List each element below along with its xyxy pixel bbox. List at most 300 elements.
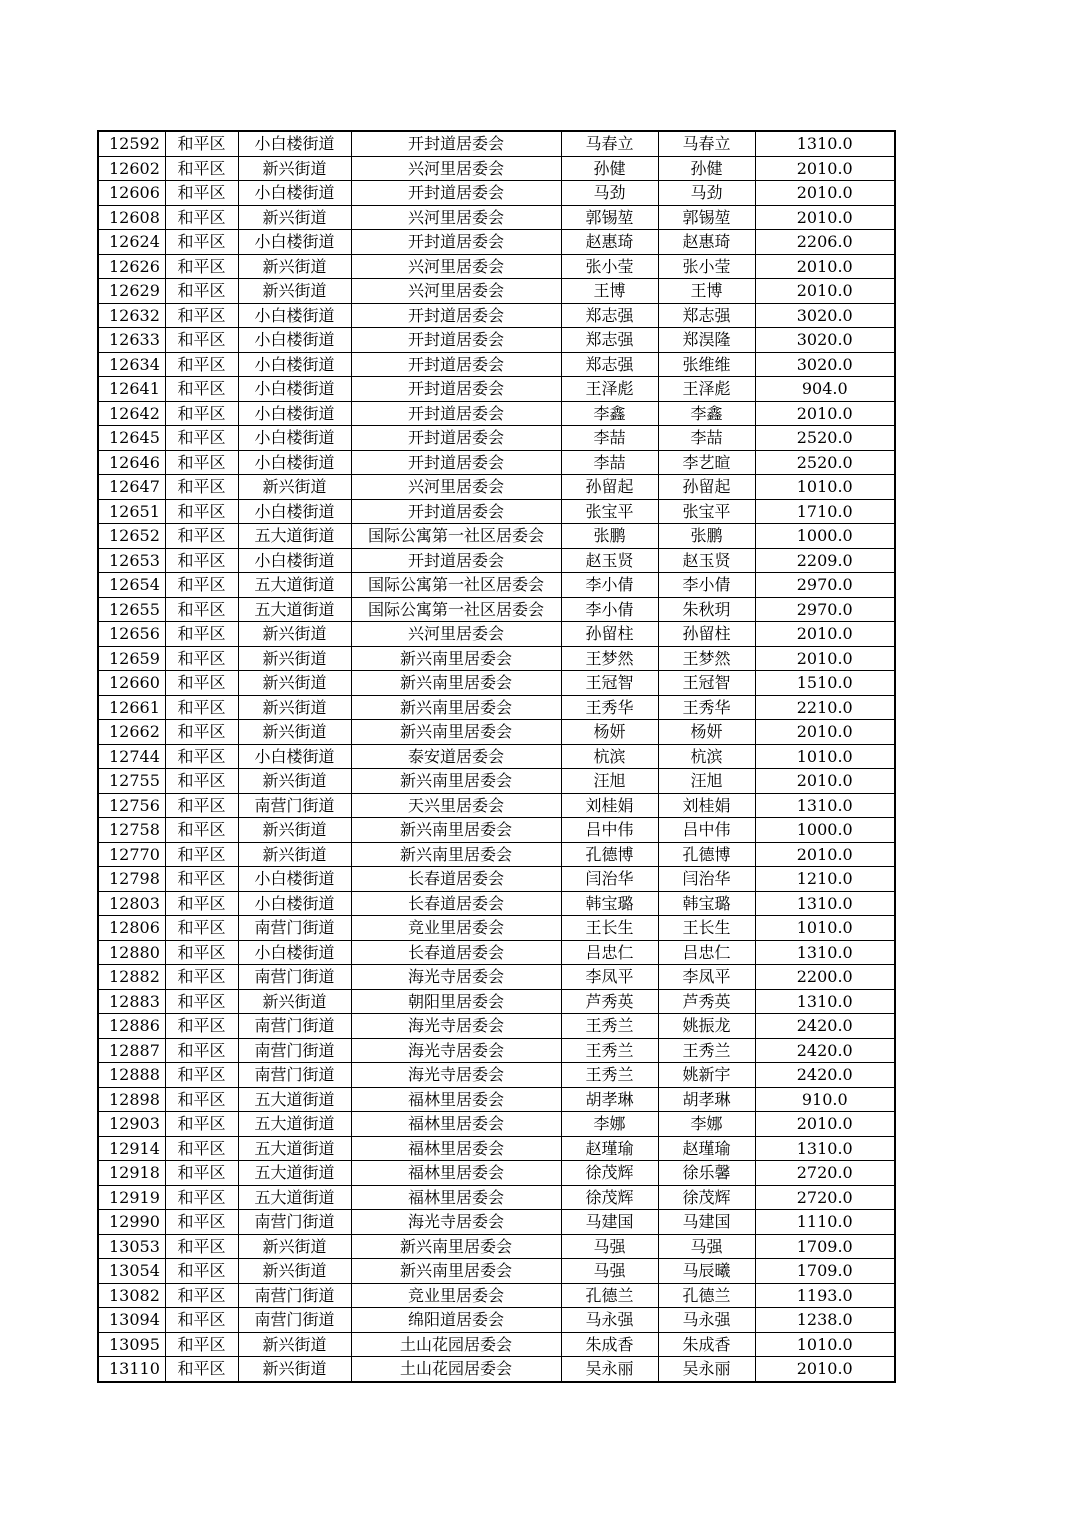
table-row	[98, 940, 895, 965]
district-cell: 和平区	[165, 426, 238, 451]
committee-cell: 兴河里居委会	[351, 279, 561, 304]
table-row	[98, 1234, 895, 1259]
district-cell: 和平区	[165, 279, 238, 304]
applicant-cell: 王秀兰	[561, 1014, 658, 1039]
applicant-cell: 王秀兰	[561, 1038, 658, 1063]
applicant-cell: 王梦然	[561, 646, 658, 671]
member-cell: 孙留柱	[658, 622, 755, 647]
table-row	[98, 769, 895, 794]
applicant-cell: 王泽彪	[561, 377, 658, 402]
district-cell: 和平区	[165, 156, 238, 181]
street-cell: 小白楼街道	[238, 131, 351, 156]
member-cell: 马永强	[658, 1308, 755, 1333]
applicant-cell: 张宝平	[561, 499, 658, 524]
street-cell: 小白楼街道	[238, 891, 351, 916]
record-id-cell: 12770	[98, 842, 165, 867]
district-cell: 和平区	[165, 303, 238, 328]
applicant-cell: 王博	[561, 279, 658, 304]
record-id-cell: 12602	[98, 156, 165, 181]
member-cell: 刘桂娟	[658, 793, 755, 818]
table-row	[98, 131, 895, 156]
street-cell: 新兴街道	[238, 279, 351, 304]
record-id-cell: 12798	[98, 867, 165, 892]
district-cell: 和平区	[165, 842, 238, 867]
amount-cell: 2420.0	[755, 1038, 895, 1063]
member-cell: 姚新宇	[658, 1063, 755, 1088]
record-id-cell: 12806	[98, 916, 165, 941]
applicant-cell: 孙留柱	[561, 622, 658, 647]
district-cell: 和平区	[165, 989, 238, 1014]
street-cell: 新兴街道	[238, 475, 351, 500]
amount-cell: 2010.0	[755, 181, 895, 206]
member-cell: 李娜	[658, 1112, 755, 1137]
member-cell: 王长生	[658, 916, 755, 941]
amount-cell: 2209.0	[755, 548, 895, 573]
record-id-cell: 12606	[98, 181, 165, 206]
record-id-cell: 12624	[98, 230, 165, 255]
member-cell: 张宝平	[658, 499, 755, 524]
district-cell: 和平区	[165, 352, 238, 377]
table-row	[98, 793, 895, 818]
committee-cell: 海光寺居委会	[351, 1210, 561, 1235]
member-cell: 王秀兰	[658, 1038, 755, 1063]
member-cell: 郭锡堃	[658, 205, 755, 230]
committee-cell: 兴河里居委会	[351, 156, 561, 181]
committee-cell: 长春道居委会	[351, 891, 561, 916]
amount-cell: 1310.0	[755, 940, 895, 965]
applicant-cell: 马劲	[561, 181, 658, 206]
district-cell: 和平区	[165, 1259, 238, 1284]
record-id-cell: 12656	[98, 622, 165, 647]
record-id-cell: 12642	[98, 401, 165, 426]
committee-cell: 新兴南里居委会	[351, 695, 561, 720]
amount-cell: 1193.0	[755, 1283, 895, 1308]
record-id-cell: 12758	[98, 818, 165, 843]
record-id-cell: 12887	[98, 1038, 165, 1063]
street-cell: 新兴街道	[238, 671, 351, 696]
district-cell: 和平区	[165, 1308, 238, 1333]
applicant-cell: 马建国	[561, 1210, 658, 1235]
street-cell: 小白楼街道	[238, 940, 351, 965]
member-cell: 孙留起	[658, 475, 755, 500]
district-cell: 和平区	[165, 1332, 238, 1357]
committee-cell: 开封道居委会	[351, 450, 561, 475]
member-cell: 张鹏	[658, 524, 755, 549]
table-row	[98, 842, 895, 867]
record-id-cell: 12626	[98, 254, 165, 279]
committee-cell: 开封道居委会	[351, 401, 561, 426]
applicant-cell: 王冠智	[561, 671, 658, 696]
member-cell: 王秀华	[658, 695, 755, 720]
street-cell: 新兴街道	[238, 695, 351, 720]
applicant-cell: 刘桂娟	[561, 793, 658, 818]
street-cell: 南营门街道	[238, 965, 351, 990]
table-row	[98, 426, 895, 451]
district-cell: 和平区	[165, 695, 238, 720]
district-cell: 和平区	[165, 548, 238, 573]
amount-cell: 904.0	[755, 377, 895, 402]
amount-cell: 2010.0	[755, 401, 895, 426]
member-cell: 王博	[658, 279, 755, 304]
committee-cell: 新兴南里居委会	[351, 1259, 561, 1284]
committee-cell: 福林里居委会	[351, 1112, 561, 1137]
street-cell: 新兴街道	[238, 646, 351, 671]
applicant-cell: 吕忠仁	[561, 940, 658, 965]
district-cell: 和平区	[165, 573, 238, 598]
member-cell: 孙健	[658, 156, 755, 181]
amount-cell: 2010.0	[755, 769, 895, 794]
member-cell: 郑淏隆	[658, 328, 755, 353]
member-cell: 马辰曦	[658, 1259, 755, 1284]
applicant-cell: 朱成香	[561, 1332, 658, 1357]
district-cell: 和平区	[165, 401, 238, 426]
applicant-cell: 孔德博	[561, 842, 658, 867]
record-table	[97, 130, 896, 1383]
amount-cell: 2420.0	[755, 1014, 895, 1039]
street-cell: 新兴街道	[238, 156, 351, 181]
district-cell: 和平区	[165, 1087, 238, 1112]
table-row	[98, 965, 895, 990]
table-row	[98, 279, 895, 304]
record-id-cell: 13094	[98, 1308, 165, 1333]
applicant-cell: 韩宝璐	[561, 891, 658, 916]
amount-cell: 1710.0	[755, 499, 895, 524]
district-cell: 和平区	[165, 499, 238, 524]
member-cell: 吴永丽	[658, 1357, 755, 1382]
table-row	[98, 916, 895, 941]
committee-cell: 福林里居委会	[351, 1161, 561, 1186]
street-cell: 新兴街道	[238, 1234, 351, 1259]
applicant-cell: 马强	[561, 1259, 658, 1284]
record-id-cell: 13054	[98, 1259, 165, 1284]
street-cell: 五大道街道	[238, 573, 351, 598]
street-cell: 小白楼街道	[238, 230, 351, 255]
table-row	[98, 352, 895, 377]
member-cell: 张小莹	[658, 254, 755, 279]
amount-cell: 1000.0	[755, 524, 895, 549]
amount-cell: 2010.0	[755, 720, 895, 745]
record-id-cell: 12918	[98, 1161, 165, 1186]
amount-cell: 1010.0	[755, 475, 895, 500]
street-cell: 五大道街道	[238, 1161, 351, 1186]
member-cell: 朱秋玥	[658, 597, 755, 622]
street-cell: 新兴街道	[238, 205, 351, 230]
record-id-cell: 12756	[98, 793, 165, 818]
applicant-cell: 赵瑾瑜	[561, 1136, 658, 1161]
district-cell: 和平区	[165, 646, 238, 671]
district-cell: 和平区	[165, 720, 238, 745]
amount-cell: 1010.0	[755, 744, 895, 769]
amount-cell: 2010.0	[755, 254, 895, 279]
district-cell: 和平区	[165, 131, 238, 156]
amount-cell: 2010.0	[755, 646, 895, 671]
applicant-cell: 李喆	[561, 426, 658, 451]
street-cell: 新兴街道	[238, 1357, 351, 1382]
street-cell: 小白楼街道	[238, 450, 351, 475]
committee-cell: 国际公寓第一社区居委会	[351, 573, 561, 598]
applicant-cell: 闫治华	[561, 867, 658, 892]
district-cell: 和平区	[165, 181, 238, 206]
table-row	[98, 867, 895, 892]
committee-cell: 新兴南里居委会	[351, 769, 561, 794]
record-id-cell: 12880	[98, 940, 165, 965]
record-table-body	[98, 131, 895, 1382]
district-cell: 和平区	[165, 940, 238, 965]
amount-cell: 2970.0	[755, 597, 895, 622]
committee-cell: 海光寺居委会	[351, 1038, 561, 1063]
table-row	[98, 475, 895, 500]
applicant-cell: 郑志强	[561, 352, 658, 377]
member-cell: 朱成香	[658, 1332, 755, 1357]
street-cell: 五大道街道	[238, 1112, 351, 1137]
district-cell: 和平区	[165, 1283, 238, 1308]
member-cell: 芦秀英	[658, 989, 755, 1014]
applicant-cell: 李娜	[561, 1112, 658, 1137]
committee-cell: 开封道居委会	[351, 548, 561, 573]
applicant-cell: 马春立	[561, 131, 658, 156]
member-cell: 马建国	[658, 1210, 755, 1235]
street-cell: 五大道街道	[238, 1185, 351, 1210]
table-row	[98, 524, 895, 549]
street-cell: 南营门街道	[238, 1014, 351, 1039]
applicant-cell: 王秀华	[561, 695, 658, 720]
amount-cell: 1010.0	[755, 916, 895, 941]
amount-cell: 1210.0	[755, 867, 895, 892]
applicant-cell: 赵玉贤	[561, 548, 658, 573]
district-cell: 和平区	[165, 744, 238, 769]
applicant-cell: 张小莹	[561, 254, 658, 279]
record-id-cell: 12652	[98, 524, 165, 549]
committee-cell: 福林里居委会	[351, 1185, 561, 1210]
table-row	[98, 1063, 895, 1088]
street-cell: 南营门街道	[238, 1038, 351, 1063]
amount-cell: 1310.0	[755, 891, 895, 916]
table-row	[98, 818, 895, 843]
amount-cell: 1000.0	[755, 818, 895, 843]
record-id-cell: 12647	[98, 475, 165, 500]
committee-cell: 国际公寓第一社区居委会	[351, 524, 561, 549]
table-row	[98, 646, 895, 671]
committee-cell: 开封道居委会	[351, 328, 561, 353]
record-id-cell: 13110	[98, 1357, 165, 1382]
committee-cell: 长春道居委会	[351, 940, 561, 965]
street-cell: 南营门街道	[238, 916, 351, 941]
committee-cell: 竞业里居委会	[351, 916, 561, 941]
street-cell: 新兴街道	[238, 622, 351, 647]
district-cell: 和平区	[165, 1014, 238, 1039]
amount-cell: 1110.0	[755, 1210, 895, 1235]
street-cell: 新兴街道	[238, 842, 351, 867]
applicant-cell: 李小倩	[561, 573, 658, 598]
committee-cell: 兴河里居委会	[351, 622, 561, 647]
district-cell: 和平区	[165, 475, 238, 500]
amount-cell: 1310.0	[755, 989, 895, 1014]
record-id-cell: 12645	[98, 426, 165, 451]
applicant-cell: 吕中伟	[561, 818, 658, 843]
street-cell: 新兴街道	[238, 818, 351, 843]
table-row	[98, 1161, 895, 1186]
committee-cell: 新兴南里居委会	[351, 1234, 561, 1259]
record-id-cell: 12634	[98, 352, 165, 377]
committee-cell: 天兴里居委会	[351, 793, 561, 818]
committee-cell: 国际公寓第一社区居委会	[351, 597, 561, 622]
district-cell: 和平区	[165, 1161, 238, 1186]
member-cell: 赵瑾瑜	[658, 1136, 755, 1161]
street-cell: 新兴街道	[238, 1259, 351, 1284]
table-row	[98, 401, 895, 426]
committee-cell: 兴河里居委会	[351, 475, 561, 500]
applicant-cell: 孔德兰	[561, 1283, 658, 1308]
street-cell: 新兴街道	[238, 1332, 351, 1357]
street-cell: 五大道街道	[238, 1136, 351, 1161]
member-cell: 姚振龙	[658, 1014, 755, 1039]
table-row	[98, 1038, 895, 1063]
committee-cell: 开封道居委会	[351, 181, 561, 206]
amount-cell: 2970.0	[755, 573, 895, 598]
table-row	[98, 1014, 895, 1039]
street-cell: 新兴街道	[238, 769, 351, 794]
amount-cell: 3020.0	[755, 328, 895, 353]
amount-cell: 1310.0	[755, 793, 895, 818]
street-cell: 南营门街道	[238, 793, 351, 818]
committee-cell: 土山花园居委会	[351, 1357, 561, 1382]
applicant-cell: 汪旭	[561, 769, 658, 794]
district-cell: 和平区	[165, 916, 238, 941]
committee-cell: 泰安道居委会	[351, 744, 561, 769]
amount-cell: 1238.0	[755, 1308, 895, 1333]
record-id-cell: 12883	[98, 989, 165, 1014]
member-cell: 马春立	[658, 131, 755, 156]
table-row	[98, 1259, 895, 1284]
table-row	[98, 891, 895, 916]
applicant-cell: 杨妍	[561, 720, 658, 745]
district-cell: 和平区	[165, 377, 238, 402]
committee-cell: 土山花园居委会	[351, 1332, 561, 1357]
record-id-cell: 12903	[98, 1112, 165, 1137]
table-row	[98, 1087, 895, 1112]
member-cell: 胡孝琳	[658, 1087, 755, 1112]
applicant-cell: 郭锡堃	[561, 205, 658, 230]
district-cell: 和平区	[165, 524, 238, 549]
street-cell: 小白楼街道	[238, 867, 351, 892]
table-row	[98, 303, 895, 328]
applicant-cell: 胡孝琳	[561, 1087, 658, 1112]
district-cell: 和平区	[165, 1234, 238, 1259]
record-id-cell: 13095	[98, 1332, 165, 1357]
street-cell: 五大道街道	[238, 524, 351, 549]
committee-cell: 兴河里居委会	[351, 205, 561, 230]
applicant-cell: 李小倩	[561, 597, 658, 622]
member-cell: 孔德兰	[658, 1283, 755, 1308]
committee-cell: 开封道居委会	[351, 426, 561, 451]
table-row	[98, 1185, 895, 1210]
street-cell: 小白楼街道	[238, 744, 351, 769]
record-id-cell: 12608	[98, 205, 165, 230]
table-row	[98, 254, 895, 279]
table-row	[98, 744, 895, 769]
district-cell: 和平区	[165, 230, 238, 255]
member-cell: 李艺暄	[658, 450, 755, 475]
street-cell: 小白楼街道	[238, 401, 351, 426]
applicant-cell: 徐茂辉	[561, 1185, 658, 1210]
applicant-cell: 郑志强	[561, 328, 658, 353]
member-cell: 马强	[658, 1234, 755, 1259]
committee-cell: 海光寺居委会	[351, 1014, 561, 1039]
table-row	[98, 989, 895, 1014]
committee-cell: 新兴南里居委会	[351, 720, 561, 745]
applicant-cell: 杭滨	[561, 744, 658, 769]
amount-cell: 2010.0	[755, 842, 895, 867]
committee-cell: 开封道居委会	[351, 131, 561, 156]
committee-cell: 朝阳里居委会	[351, 989, 561, 1014]
amount-cell: 3020.0	[755, 303, 895, 328]
amount-cell: 1510.0	[755, 671, 895, 696]
committee-cell: 竞业里居委会	[351, 1283, 561, 1308]
table-row	[98, 1136, 895, 1161]
record-id-cell: 12660	[98, 671, 165, 696]
committee-cell: 开封道居委会	[351, 230, 561, 255]
record-id-cell: 12898	[98, 1087, 165, 1112]
member-cell: 闫治华	[658, 867, 755, 892]
member-cell: 赵惠琦	[658, 230, 755, 255]
table-row	[98, 1357, 895, 1382]
table-row	[98, 671, 895, 696]
member-cell: 马劲	[658, 181, 755, 206]
record-id-cell: 12882	[98, 965, 165, 990]
street-cell: 五大道街道	[238, 597, 351, 622]
district-cell: 和平区	[165, 891, 238, 916]
street-cell: 小白楼街道	[238, 352, 351, 377]
table-row	[98, 695, 895, 720]
street-cell: 小白楼街道	[238, 377, 351, 402]
committee-cell: 绵阳道居委会	[351, 1308, 561, 1333]
amount-cell: 2206.0	[755, 230, 895, 255]
applicant-cell: 王秀兰	[561, 1063, 658, 1088]
applicant-cell: 马强	[561, 1234, 658, 1259]
table-row	[98, 1112, 895, 1137]
record-id-cell: 12646	[98, 450, 165, 475]
district-cell: 和平区	[165, 328, 238, 353]
district-cell: 和平区	[165, 1063, 238, 1088]
district-cell: 和平区	[165, 867, 238, 892]
table-row	[98, 205, 895, 230]
committee-cell: 开封道居委会	[351, 377, 561, 402]
applicant-cell: 孙留起	[561, 475, 658, 500]
applicant-cell: 徐茂辉	[561, 1161, 658, 1186]
street-cell: 南营门街道	[238, 1063, 351, 1088]
committee-cell: 新兴南里居委会	[351, 671, 561, 696]
street-cell: 小白楼街道	[238, 426, 351, 451]
table-row	[98, 377, 895, 402]
record-id-cell: 12629	[98, 279, 165, 304]
table-row	[98, 1308, 895, 1333]
street-cell: 新兴街道	[238, 989, 351, 1014]
table-row	[98, 1332, 895, 1357]
amount-cell: 2010.0	[755, 1357, 895, 1382]
street-cell: 南营门街道	[238, 1210, 351, 1235]
record-id-cell: 12651	[98, 499, 165, 524]
applicant-cell: 李鑫	[561, 401, 658, 426]
record-id-cell: 12655	[98, 597, 165, 622]
committee-cell: 开封道居委会	[351, 352, 561, 377]
district-cell: 和平区	[165, 1038, 238, 1063]
district-cell: 和平区	[165, 205, 238, 230]
table-row	[98, 597, 895, 622]
table-row	[98, 230, 895, 255]
amount-cell: 1310.0	[755, 1136, 895, 1161]
record-id-cell: 12653	[98, 548, 165, 573]
amount-cell: 2420.0	[755, 1063, 895, 1088]
